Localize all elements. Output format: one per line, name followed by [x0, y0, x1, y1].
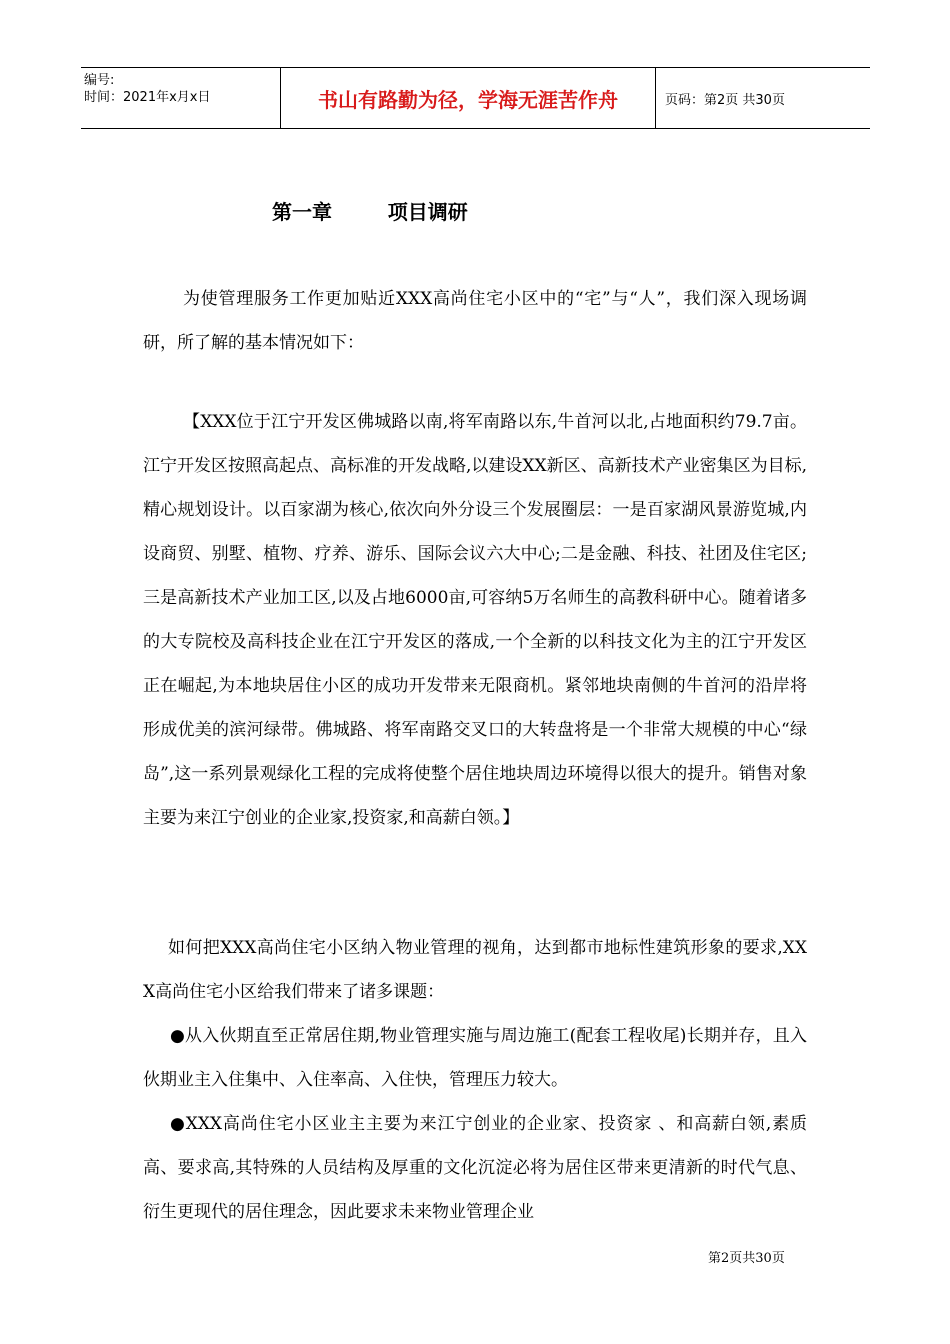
question-paragraph: 如何把XXX高尚住宅小区纳入物业管理的视角，达到都市地标性建筑形象的要求,XXX高尚住宅小区给我们带来了诸多课题： — [143, 938, 807, 1002]
date-label: 时间：2021年x月x日 — [84, 90, 211, 105]
intro-paragraph: 为使管理服务工作更加贴近XXX高尚住宅小区中的“宅”与“人”，我们深入现场调研，所了解的基本情况如下： — [143, 289, 807, 353]
bullet-paragraph-2: ●XXX高尚住宅小区业主主要为来江宁创业的企业家、投资家 、和高薪白领,素质高、要求高,其特殊的人员结构及厚重的文化沉淀必将为居住区带来更清新的时代气息、衍生更现代的居住理念，因此要求未来物业管理企业 — [143, 1114, 807, 1222]
chapter-title: 第一章 项目调研 — [272, 200, 468, 224]
header-motto: 书山有路勤为径，学海无涯苦作舟 — [281, 68, 656, 128]
serial-label: 编号: — [84, 73, 115, 88]
page-header — [81, 67, 870, 129]
overview-paragraph: 【XXX位于江宁开发区佛城路以南,将军南路以东,牛首河以北,占地面积约79.7亩。江宁开发区按照高起点、高标准的开发战略,以建设XX新区、高新技术产业密集区为目标,精心规划设计。以百家湖为核心,依次向外分设三个发展圈层：一是百家湖风景游览城,内设商贸、别墅、植物、疗养、游乐、国际会议六大中心;二是金融、科技、社团及住宅区;三是高新技术产业加工区,以及占地6000亩,可容纳5万名师生的高教科研中心。随着诸多的大专院校及高科技企业在江宁开发区的落成,一个全新的以科技文化为主的江宁开发区正在崛起,为本地块居住小区的成功开发带来无限商机。紧邻地块南侧的牛首河的沿岸将形成优美的滨河绿带。佛城路、将军南路交叉口的大转盘将是一个非常大规模的中心“绿岛”,这一系列景观绿化工程的完成将使整个居住地块周边环境得以很大的提升。销售对象主要为来江宁创业的企业家,投资家,和高薪白领。】 — [143, 412, 808, 828]
header-meta — [81, 68, 281, 128]
bullet-paragraph-1: ●从入伙期直至正常居住期,物业管理实施与周边施工(配套工程收尾)长期并存，且入伙期业主入住集中、入住率高、入住快，管理压力较大。 — [143, 1026, 807, 1090]
header-page-info: 页码：第2页 共30页 — [665, 92, 785, 108]
page-footer: 第2页共30页 — [708, 1251, 785, 1266]
